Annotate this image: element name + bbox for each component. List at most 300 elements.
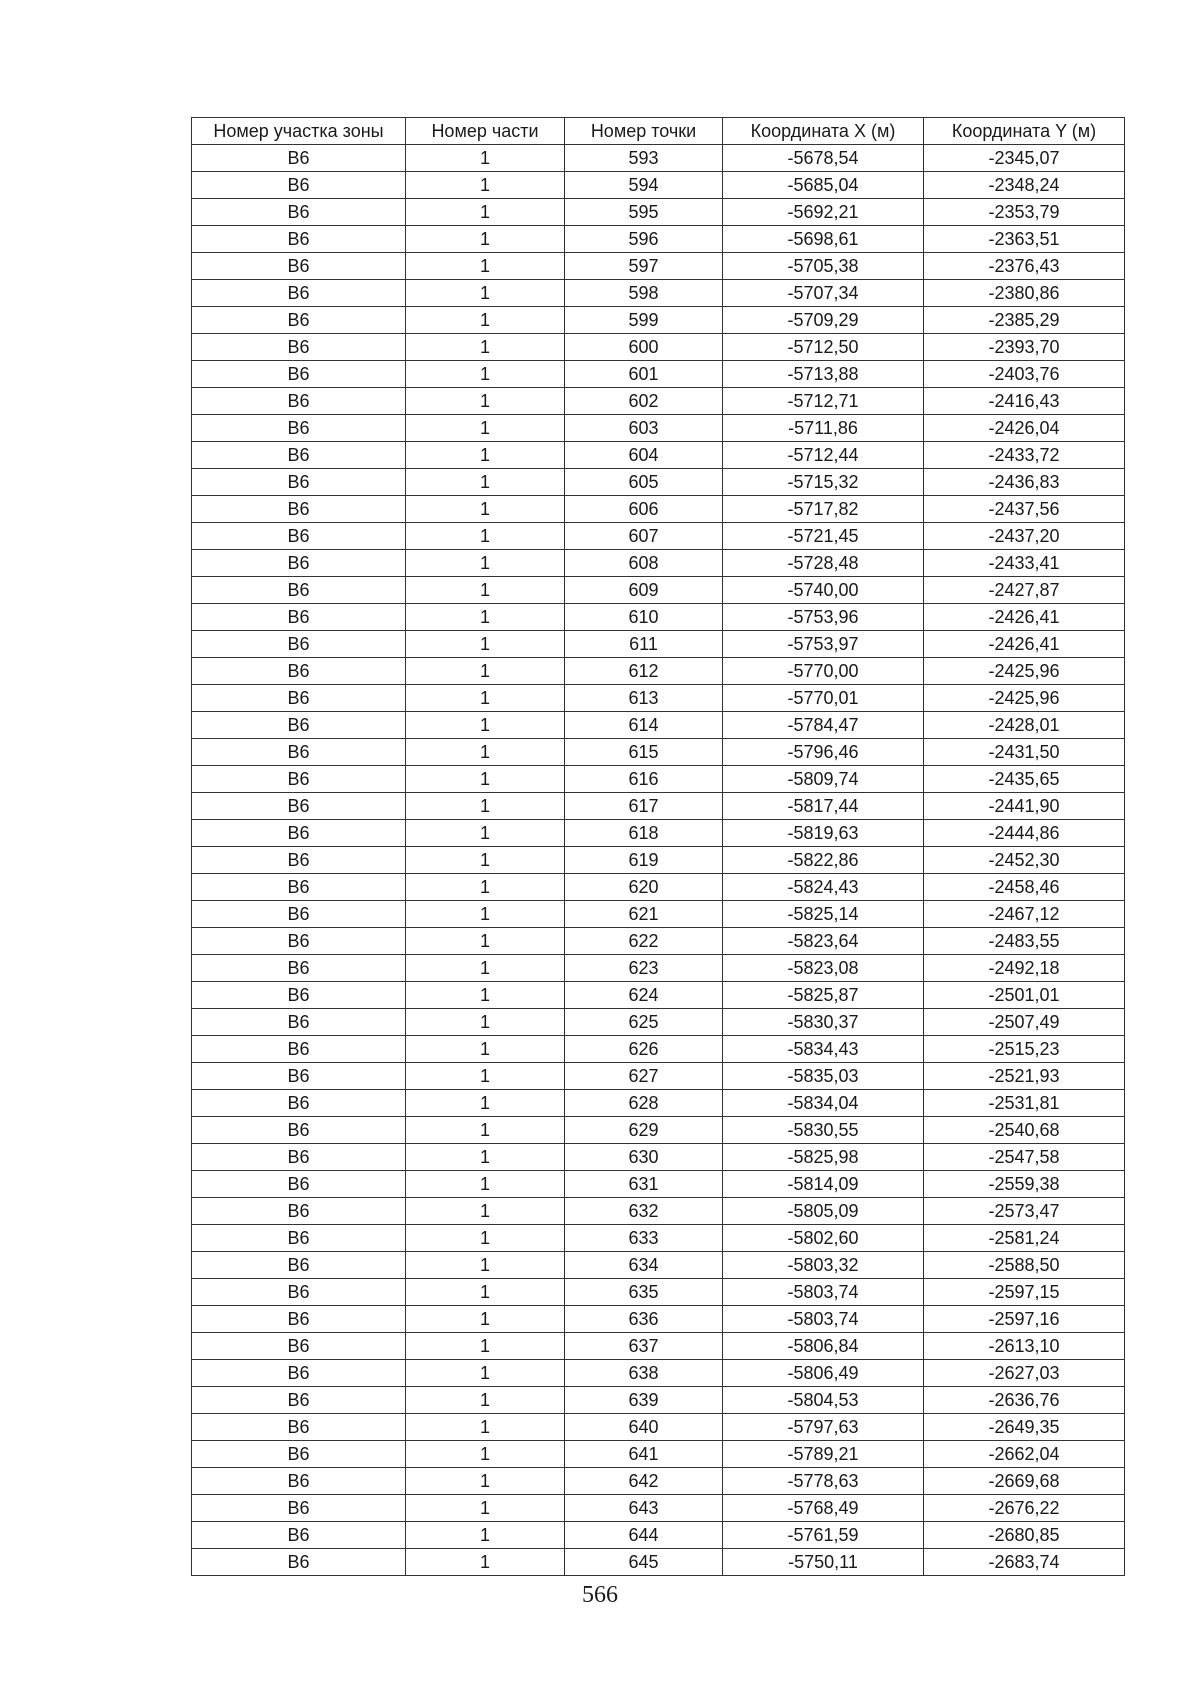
coordinate-y-cell: -2581,24 bbox=[924, 1225, 1125, 1252]
zone-section-cell: В6 bbox=[192, 712, 406, 739]
coordinate-y-cell: -2501,01 bbox=[924, 982, 1125, 1009]
zone-section-cell: В6 bbox=[192, 1225, 406, 1252]
coordinate-x-cell: -5712,71 bbox=[723, 388, 924, 415]
part-number-cell: 1 bbox=[406, 1063, 565, 1090]
point-number-cell: 629 bbox=[565, 1117, 723, 1144]
coordinate-x-cell: -5797,63 bbox=[723, 1414, 924, 1441]
table-body bbox=[192, 145, 1125, 1576]
coordinate-x-cell: -5705,38 bbox=[723, 253, 924, 280]
zone-section-cell: В6 bbox=[192, 226, 406, 253]
point-number-cell: 624 bbox=[565, 982, 723, 1009]
part-number-cell: 1 bbox=[406, 712, 565, 739]
zone-section-cell: В6 bbox=[192, 1198, 406, 1225]
point-number-cell: 610 bbox=[565, 604, 723, 631]
point-number-cell: 615 bbox=[565, 739, 723, 766]
point-number-cell: 600 bbox=[565, 334, 723, 361]
coordinate-x-cell: -5778,63 bbox=[723, 1468, 924, 1495]
zone-section-cell: В6 bbox=[192, 550, 406, 577]
point-number-cell: 625 bbox=[565, 1009, 723, 1036]
coordinate-x-cell: -5824,43 bbox=[723, 874, 924, 901]
part-number-cell: 1 bbox=[406, 280, 565, 307]
part-number-cell: 1 bbox=[406, 442, 565, 469]
point-number-cell: 617 bbox=[565, 793, 723, 820]
part-number-cell: 1 bbox=[406, 415, 565, 442]
coordinate-x-cell: -5678,54 bbox=[723, 145, 924, 172]
table-row bbox=[192, 1144, 1125, 1171]
point-number-cell: 632 bbox=[565, 1198, 723, 1225]
table-row bbox=[192, 1495, 1125, 1522]
zone-section-cell: В6 bbox=[192, 1252, 406, 1279]
coordinate-y-cell: -2433,41 bbox=[924, 550, 1125, 577]
zone-section-cell: В6 bbox=[192, 928, 406, 955]
table-row bbox=[192, 1306, 1125, 1333]
coordinate-x-cell: -5713,88 bbox=[723, 361, 924, 388]
coordinate-y-cell: -2540,68 bbox=[924, 1117, 1125, 1144]
table-row bbox=[192, 1252, 1125, 1279]
coordinate-y-cell: -2597,15 bbox=[924, 1279, 1125, 1306]
part-number-cell: 1 bbox=[406, 1117, 565, 1144]
part-number-cell: 1 bbox=[406, 334, 565, 361]
coordinate-y-cell: -2441,90 bbox=[924, 793, 1125, 820]
part-number-cell: 1 bbox=[406, 820, 565, 847]
part-number-cell: 1 bbox=[406, 1387, 565, 1414]
coordinate-x-cell: -5804,53 bbox=[723, 1387, 924, 1414]
point-number-cell: 602 bbox=[565, 388, 723, 415]
point-number-cell: 627 bbox=[565, 1063, 723, 1090]
table-header bbox=[192, 118, 1125, 145]
part-number-cell: 1 bbox=[406, 388, 565, 415]
zone-section-cell: В6 bbox=[192, 172, 406, 199]
table-row bbox=[192, 847, 1125, 874]
point-number-cell: 601 bbox=[565, 361, 723, 388]
coordinate-x-cell: -5823,64 bbox=[723, 928, 924, 955]
coordinate-x-cell: -5809,74 bbox=[723, 766, 924, 793]
part-number-cell: 1 bbox=[406, 739, 565, 766]
coordinate-y-cell: -2363,51 bbox=[924, 226, 1125, 253]
coordinate-y-cell: -2492,18 bbox=[924, 955, 1125, 982]
table-row bbox=[192, 901, 1125, 928]
coordinate-y-cell: -2393,70 bbox=[924, 334, 1125, 361]
coordinate-x-cell: -5805,09 bbox=[723, 1198, 924, 1225]
coordinate-x-cell: -5817,44 bbox=[723, 793, 924, 820]
table-row bbox=[192, 1117, 1125, 1144]
coordinate-x-cell: -5715,32 bbox=[723, 469, 924, 496]
point-number-cell: 640 bbox=[565, 1414, 723, 1441]
part-number-cell: 1 bbox=[406, 1036, 565, 1063]
coordinate-x-cell: -5825,87 bbox=[723, 982, 924, 1009]
coordinate-x-cell: -5770,00 bbox=[723, 658, 924, 685]
coordinate-y-cell: -2437,20 bbox=[924, 523, 1125, 550]
coordinate-y-cell: -2353,79 bbox=[924, 199, 1125, 226]
coordinates-table bbox=[191, 117, 1125, 1576]
zone-section-cell: В6 bbox=[192, 469, 406, 496]
coordinate-y-cell: -2380,86 bbox=[924, 280, 1125, 307]
table-row bbox=[192, 469, 1125, 496]
coordinate-y-cell: -2458,46 bbox=[924, 874, 1125, 901]
zone-section-cell: В6 bbox=[192, 1333, 406, 1360]
coordinate-x-cell: -5721,45 bbox=[723, 523, 924, 550]
point-number-cell: 609 bbox=[565, 577, 723, 604]
point-number-cell: 597 bbox=[565, 253, 723, 280]
coordinate-x-cell: -5789,21 bbox=[723, 1441, 924, 1468]
table-row bbox=[192, 523, 1125, 550]
coordinate-y-cell: -2345,07 bbox=[924, 145, 1125, 172]
coordinate-y-cell: -2437,56 bbox=[924, 496, 1125, 523]
table-row bbox=[192, 388, 1125, 415]
coordinate-y-cell: -2435,65 bbox=[924, 766, 1125, 793]
zone-section-cell: В6 bbox=[192, 982, 406, 1009]
coordinate-y-cell: -2426,41 bbox=[924, 631, 1125, 658]
part-number-cell: 1 bbox=[406, 307, 565, 334]
coordinate-y-cell: -2425,96 bbox=[924, 685, 1125, 712]
table-row bbox=[192, 1036, 1125, 1063]
zone-section-cell: В6 bbox=[192, 820, 406, 847]
zone-section-cell: В6 bbox=[192, 145, 406, 172]
point-number-cell: 637 bbox=[565, 1333, 723, 1360]
point-number-cell: 618 bbox=[565, 820, 723, 847]
coordinate-y-cell: -2515,23 bbox=[924, 1036, 1125, 1063]
table-row bbox=[192, 307, 1125, 334]
point-number-cell: 620 bbox=[565, 874, 723, 901]
point-number-cell: 642 bbox=[565, 1468, 723, 1495]
part-number-cell: 1 bbox=[406, 766, 565, 793]
table-row bbox=[192, 1414, 1125, 1441]
point-number-cell: 639 bbox=[565, 1387, 723, 1414]
part-number-cell: 1 bbox=[406, 1279, 565, 1306]
part-number-cell: 1 bbox=[406, 1549, 565, 1576]
zone-section-cell: В6 bbox=[192, 1279, 406, 1306]
table-row bbox=[192, 928, 1125, 955]
coordinate-y-cell: -2427,87 bbox=[924, 577, 1125, 604]
coordinate-y-cell: -2649,35 bbox=[924, 1414, 1125, 1441]
coordinate-x-cell: -5768,49 bbox=[723, 1495, 924, 1522]
table-row bbox=[192, 1441, 1125, 1468]
point-number-cell: 616 bbox=[565, 766, 723, 793]
coordinate-x-cell: -5750,11 bbox=[723, 1549, 924, 1576]
coordinate-y-cell: -2521,93 bbox=[924, 1063, 1125, 1090]
part-number-cell: 1 bbox=[406, 1306, 565, 1333]
part-number-cell: 1 bbox=[406, 145, 565, 172]
point-number-cell: 604 bbox=[565, 442, 723, 469]
table-row bbox=[192, 1333, 1125, 1360]
table-row bbox=[192, 793, 1125, 820]
point-number-cell: 638 bbox=[565, 1360, 723, 1387]
point-number-cell: 641 bbox=[565, 1441, 723, 1468]
header-coordinate-x: Координата X (м) bbox=[723, 118, 924, 145]
table-row bbox=[192, 1468, 1125, 1495]
part-number-cell: 1 bbox=[406, 955, 565, 982]
table-row bbox=[192, 820, 1125, 847]
coordinate-x-cell: -5803,32 bbox=[723, 1252, 924, 1279]
point-number-cell: 623 bbox=[565, 955, 723, 982]
point-number-cell: 622 bbox=[565, 928, 723, 955]
table-row bbox=[192, 712, 1125, 739]
coordinate-x-cell: -5834,04 bbox=[723, 1090, 924, 1117]
zone-section-cell: В6 bbox=[192, 658, 406, 685]
zone-section-cell: В6 bbox=[192, 442, 406, 469]
table-row bbox=[192, 145, 1125, 172]
zone-section-cell: В6 bbox=[192, 577, 406, 604]
coordinate-x-cell: -5835,03 bbox=[723, 1063, 924, 1090]
point-number-cell: 598 bbox=[565, 280, 723, 307]
coordinate-x-cell: -5712,44 bbox=[723, 442, 924, 469]
coordinate-y-cell: -2573,47 bbox=[924, 1198, 1125, 1225]
point-number-cell: 595 bbox=[565, 199, 723, 226]
coordinate-x-cell: -5692,21 bbox=[723, 199, 924, 226]
coordinate-x-cell: -5825,98 bbox=[723, 1144, 924, 1171]
part-number-cell: 1 bbox=[406, 928, 565, 955]
coordinate-x-cell: -5711,86 bbox=[723, 415, 924, 442]
part-number-cell: 1 bbox=[406, 793, 565, 820]
coordinate-y-cell: -2426,04 bbox=[924, 415, 1125, 442]
table-row bbox=[192, 1522, 1125, 1549]
table-row bbox=[192, 496, 1125, 523]
coordinate-y-cell: -2444,86 bbox=[924, 820, 1125, 847]
zone-section-cell: В6 bbox=[192, 280, 406, 307]
coordinate-x-cell: -5784,47 bbox=[723, 712, 924, 739]
table-row bbox=[192, 226, 1125, 253]
part-number-cell: 1 bbox=[406, 847, 565, 874]
coordinate-y-cell: -2436,83 bbox=[924, 469, 1125, 496]
part-number-cell: 1 bbox=[406, 1252, 565, 1279]
point-number-cell: 633 bbox=[565, 1225, 723, 1252]
zone-section-cell: В6 bbox=[192, 1171, 406, 1198]
point-number-cell: 599 bbox=[565, 307, 723, 334]
part-number-cell: 1 bbox=[406, 685, 565, 712]
coordinate-y-cell: -2676,22 bbox=[924, 1495, 1125, 1522]
coordinate-x-cell: -5709,29 bbox=[723, 307, 924, 334]
part-number-cell: 1 bbox=[406, 1360, 565, 1387]
coordinate-y-cell: -2683,74 bbox=[924, 1549, 1125, 1576]
coordinate-y-cell: -2385,29 bbox=[924, 307, 1125, 334]
coordinate-x-cell: -5712,50 bbox=[723, 334, 924, 361]
coordinate-y-cell: -2431,50 bbox=[924, 739, 1125, 766]
coordinate-y-cell: -2662,04 bbox=[924, 1441, 1125, 1468]
header-point-number: Номер точки bbox=[565, 118, 723, 145]
zone-section-cell: В6 bbox=[192, 415, 406, 442]
coordinate-y-cell: -2613,10 bbox=[924, 1333, 1125, 1360]
point-number-cell: 612 bbox=[565, 658, 723, 685]
point-number-cell: 645 bbox=[565, 1549, 723, 1576]
table-row bbox=[192, 1171, 1125, 1198]
point-number-cell: 626 bbox=[565, 1036, 723, 1063]
coordinate-x-cell: -5717,82 bbox=[723, 496, 924, 523]
table-row bbox=[192, 1225, 1125, 1252]
part-number-cell: 1 bbox=[406, 226, 565, 253]
table-row bbox=[192, 658, 1125, 685]
coordinate-y-cell: -2428,01 bbox=[924, 712, 1125, 739]
coordinate-x-cell: -5753,97 bbox=[723, 631, 924, 658]
zone-section-cell: В6 bbox=[192, 1414, 406, 1441]
coordinate-x-cell: -5834,43 bbox=[723, 1036, 924, 1063]
coordinate-y-cell: -2426,41 bbox=[924, 604, 1125, 631]
part-number-cell: 1 bbox=[406, 469, 565, 496]
coordinate-x-cell: -5740,00 bbox=[723, 577, 924, 604]
zone-section-cell: В6 bbox=[192, 1009, 406, 1036]
coordinate-x-cell: -5803,74 bbox=[723, 1306, 924, 1333]
table-row bbox=[192, 199, 1125, 226]
zone-section-cell: В6 bbox=[192, 1117, 406, 1144]
zone-section-cell: В6 bbox=[192, 1549, 406, 1576]
coordinate-x-cell: -5770,01 bbox=[723, 685, 924, 712]
coordinate-x-cell: -5830,55 bbox=[723, 1117, 924, 1144]
zone-section-cell: В6 bbox=[192, 739, 406, 766]
coordinate-y-cell: -2403,76 bbox=[924, 361, 1125, 388]
point-number-cell: 605 bbox=[565, 469, 723, 496]
part-number-cell: 1 bbox=[406, 982, 565, 1009]
point-number-cell: 593 bbox=[565, 145, 723, 172]
zone-section-cell: В6 bbox=[192, 847, 406, 874]
point-number-cell: 636 bbox=[565, 1306, 723, 1333]
zone-section-cell: В6 bbox=[192, 307, 406, 334]
part-number-cell: 1 bbox=[406, 1441, 565, 1468]
zone-section-cell: В6 bbox=[192, 496, 406, 523]
table-row bbox=[192, 253, 1125, 280]
coordinate-y-cell: -2376,43 bbox=[924, 253, 1125, 280]
coordinate-y-cell: -2588,50 bbox=[924, 1252, 1125, 1279]
zone-section-cell: В6 bbox=[192, 1306, 406, 1333]
point-number-cell: 635 bbox=[565, 1279, 723, 1306]
zone-section-cell: В6 bbox=[192, 1522, 406, 1549]
point-number-cell: 643 bbox=[565, 1495, 723, 1522]
coordinate-x-cell: -5802,60 bbox=[723, 1225, 924, 1252]
part-number-cell: 1 bbox=[406, 1468, 565, 1495]
part-number-cell: 1 bbox=[406, 658, 565, 685]
table-row bbox=[192, 442, 1125, 469]
table-row bbox=[192, 739, 1125, 766]
zone-section-cell: В6 bbox=[192, 955, 406, 982]
zone-section-cell: В6 bbox=[192, 1495, 406, 1522]
zone-section-cell: В6 bbox=[192, 388, 406, 415]
zone-section-cell: В6 bbox=[192, 631, 406, 658]
point-number-cell: 628 bbox=[565, 1090, 723, 1117]
point-number-cell: 634 bbox=[565, 1252, 723, 1279]
table-row bbox=[192, 361, 1125, 388]
table-row bbox=[192, 604, 1125, 631]
part-number-cell: 1 bbox=[406, 631, 565, 658]
table-row bbox=[192, 280, 1125, 307]
zone-section-cell: В6 bbox=[192, 874, 406, 901]
zone-section-cell: В6 bbox=[192, 1144, 406, 1171]
zone-section-cell: В6 bbox=[192, 334, 406, 361]
table-row bbox=[192, 550, 1125, 577]
header-part-number: Номер части bbox=[406, 118, 565, 145]
coordinate-x-cell: -5806,49 bbox=[723, 1360, 924, 1387]
point-number-cell: 644 bbox=[565, 1522, 723, 1549]
table-row bbox=[192, 1387, 1125, 1414]
coordinate-x-cell: -5825,14 bbox=[723, 901, 924, 928]
table-row bbox=[192, 874, 1125, 901]
coordinate-x-cell: -5685,04 bbox=[723, 172, 924, 199]
part-number-cell: 1 bbox=[406, 1009, 565, 1036]
part-number-cell: 1 bbox=[406, 1144, 565, 1171]
zone-section-cell: В6 bbox=[192, 199, 406, 226]
coordinate-x-cell: -5728,48 bbox=[723, 550, 924, 577]
table-row bbox=[192, 1009, 1125, 1036]
coordinate-y-cell: -2433,72 bbox=[924, 442, 1125, 469]
part-number-cell: 1 bbox=[406, 577, 565, 604]
zone-section-cell: В6 bbox=[192, 901, 406, 928]
table-row bbox=[192, 1360, 1125, 1387]
table-row bbox=[192, 172, 1125, 199]
zone-section-cell: В6 bbox=[192, 1387, 406, 1414]
coordinate-x-cell: -5753,96 bbox=[723, 604, 924, 631]
zone-section-cell: В6 bbox=[192, 1360, 406, 1387]
point-number-cell: 596 bbox=[565, 226, 723, 253]
table-row bbox=[192, 1549, 1125, 1576]
coordinate-x-cell: -5707,34 bbox=[723, 280, 924, 307]
point-number-cell: 611 bbox=[565, 631, 723, 658]
zone-section-cell: В6 bbox=[192, 1468, 406, 1495]
part-number-cell: 1 bbox=[406, 1198, 565, 1225]
zone-section-cell: В6 bbox=[192, 1036, 406, 1063]
point-number-cell: 630 bbox=[565, 1144, 723, 1171]
coordinate-y-cell: -2669,68 bbox=[924, 1468, 1125, 1495]
coordinate-x-cell: -5803,74 bbox=[723, 1279, 924, 1306]
table-row bbox=[192, 1063, 1125, 1090]
coordinate-x-cell: -5819,63 bbox=[723, 820, 924, 847]
coordinate-x-cell: -5796,46 bbox=[723, 739, 924, 766]
part-number-cell: 1 bbox=[406, 523, 565, 550]
point-number-cell: 614 bbox=[565, 712, 723, 739]
coordinate-y-cell: -2531,81 bbox=[924, 1090, 1125, 1117]
coordinate-x-cell: -5830,37 bbox=[723, 1009, 924, 1036]
part-number-cell: 1 bbox=[406, 1171, 565, 1198]
part-number-cell: 1 bbox=[406, 199, 565, 226]
coordinate-y-cell: -2627,03 bbox=[924, 1360, 1125, 1387]
table-row bbox=[192, 415, 1125, 442]
header-coordinate-y: Координата Y (м) bbox=[924, 118, 1125, 145]
zone-section-cell: В6 bbox=[192, 361, 406, 388]
point-number-cell: 594 bbox=[565, 172, 723, 199]
zone-section-cell: В6 bbox=[192, 685, 406, 712]
part-number-cell: 1 bbox=[406, 1522, 565, 1549]
part-number-cell: 1 bbox=[406, 172, 565, 199]
zone-section-cell: В6 bbox=[192, 523, 406, 550]
point-number-cell: 606 bbox=[565, 496, 723, 523]
point-number-cell: 603 bbox=[565, 415, 723, 442]
table-row bbox=[192, 577, 1125, 604]
part-number-cell: 1 bbox=[406, 1495, 565, 1522]
part-number-cell: 1 bbox=[406, 604, 565, 631]
part-number-cell: 1 bbox=[406, 1414, 565, 1441]
part-number-cell: 1 bbox=[406, 550, 565, 577]
point-number-cell: 621 bbox=[565, 901, 723, 928]
coordinate-x-cell: -5698,61 bbox=[723, 226, 924, 253]
point-number-cell: 608 bbox=[565, 550, 723, 577]
table-row bbox=[192, 766, 1125, 793]
header-zone-section: Номер участка зоны bbox=[192, 118, 406, 145]
coordinate-y-cell: -2597,16 bbox=[924, 1306, 1125, 1333]
table-row bbox=[192, 1279, 1125, 1306]
part-number-cell: 1 bbox=[406, 361, 565, 388]
header-row bbox=[192, 118, 1125, 145]
table-row bbox=[192, 685, 1125, 712]
zone-section-cell: В6 bbox=[192, 604, 406, 631]
part-number-cell: 1 bbox=[406, 1225, 565, 1252]
coordinate-y-cell: -2507,49 bbox=[924, 1009, 1125, 1036]
table-row bbox=[192, 982, 1125, 1009]
part-number-cell: 1 bbox=[406, 253, 565, 280]
coordinate-x-cell: -5823,08 bbox=[723, 955, 924, 982]
coordinate-y-cell: -2547,58 bbox=[924, 1144, 1125, 1171]
coordinate-y-cell: -2425,96 bbox=[924, 658, 1125, 685]
coordinate-y-cell: -2416,43 bbox=[924, 388, 1125, 415]
zone-section-cell: В6 bbox=[192, 1441, 406, 1468]
coordinate-y-cell: -2483,55 bbox=[924, 928, 1125, 955]
table-row bbox=[192, 1090, 1125, 1117]
table-row bbox=[192, 1198, 1125, 1225]
